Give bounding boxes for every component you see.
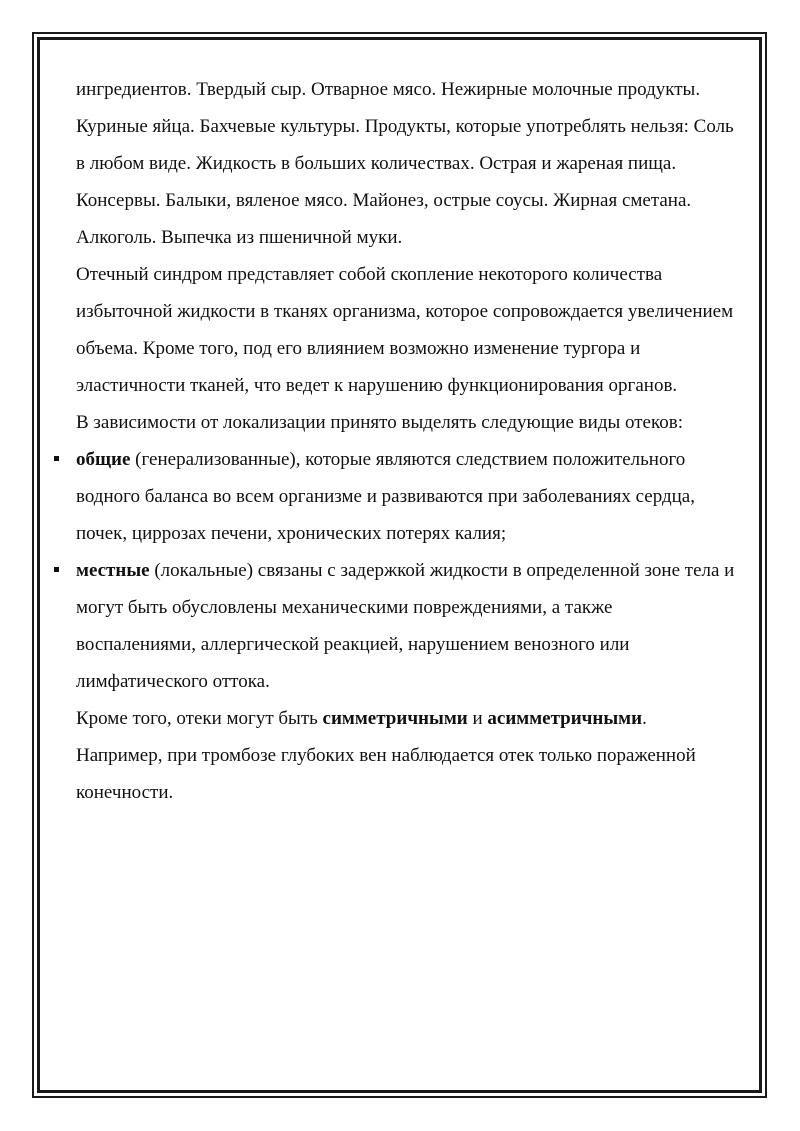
square-bullet-icon <box>54 456 59 461</box>
list-item-text: (локальные) связаны с задержкой жидкости в определенной зоне тела и могут быть обусловлены механическими повреждениями, а также воспалениями, аллергической реакцией, нарушением венозного или лимфатического оттока. <box>76 560 735 692</box>
paragraph-diet-list: ингредиентов. Твердый сыр. Отварное мясо. Нежирные молочные продукты. Куриные яйца. Бахчевые культуры. Продукты, которые употреблять нельзя: Соль в любом виде. Жидкость в больших количествах. Острая и жареная пища. Консервы. Балыки, вяленое мясо. Майонез, острые соусы. Жирная сметана. Алкоголь. Выпечка из пшеничной муки. <box>76 79 734 248</box>
list-item-text: (генерализованные), которые являются следствием положительного водного баланса во всем организме и развиваются при заболеваниях сердца, почек, циррозах печени, хронических потерях калия; <box>76 449 695 544</box>
term-local: местные <box>76 560 150 581</box>
term-asymmetric: асимметричными <box>487 708 643 729</box>
list-item-local-edema <box>76 552 736 700</box>
symmetry-lead-text: Кроме того, отеки могут быть <box>76 708 323 729</box>
paragraph-symmetry <box>76 700 736 737</box>
paragraph-thrombosis-example: Например, при тромбозе глубоких вен наблюдается отек только пораженной конечности. <box>76 745 696 803</box>
square-bullet-icon <box>54 567 59 572</box>
symmetry-join-text: и <box>467 708 488 729</box>
term-general: общие <box>76 449 131 470</box>
symmetry-tail-text: . <box>642 708 647 729</box>
paragraph-edema-definition: Отечный синдром представляет собой скопление некоторого количества избыточной жидкости в тканях организма, которое сопровождается увеличением объема. Кроме того, под его влиянием возможно изменение тургора и эластичности тканей, что ведет к нарушению функционирования органов. <box>76 264 734 396</box>
paragraph-edema-types-intro: В зависимости от локализации принято выделять следующие виды отеков: <box>76 412 684 433</box>
term-symmetric: симметричными <box>322 708 468 729</box>
list-item-general-edema <box>76 441 736 552</box>
document-body <box>76 71 736 811</box>
edema-types-list <box>76 441 736 700</box>
